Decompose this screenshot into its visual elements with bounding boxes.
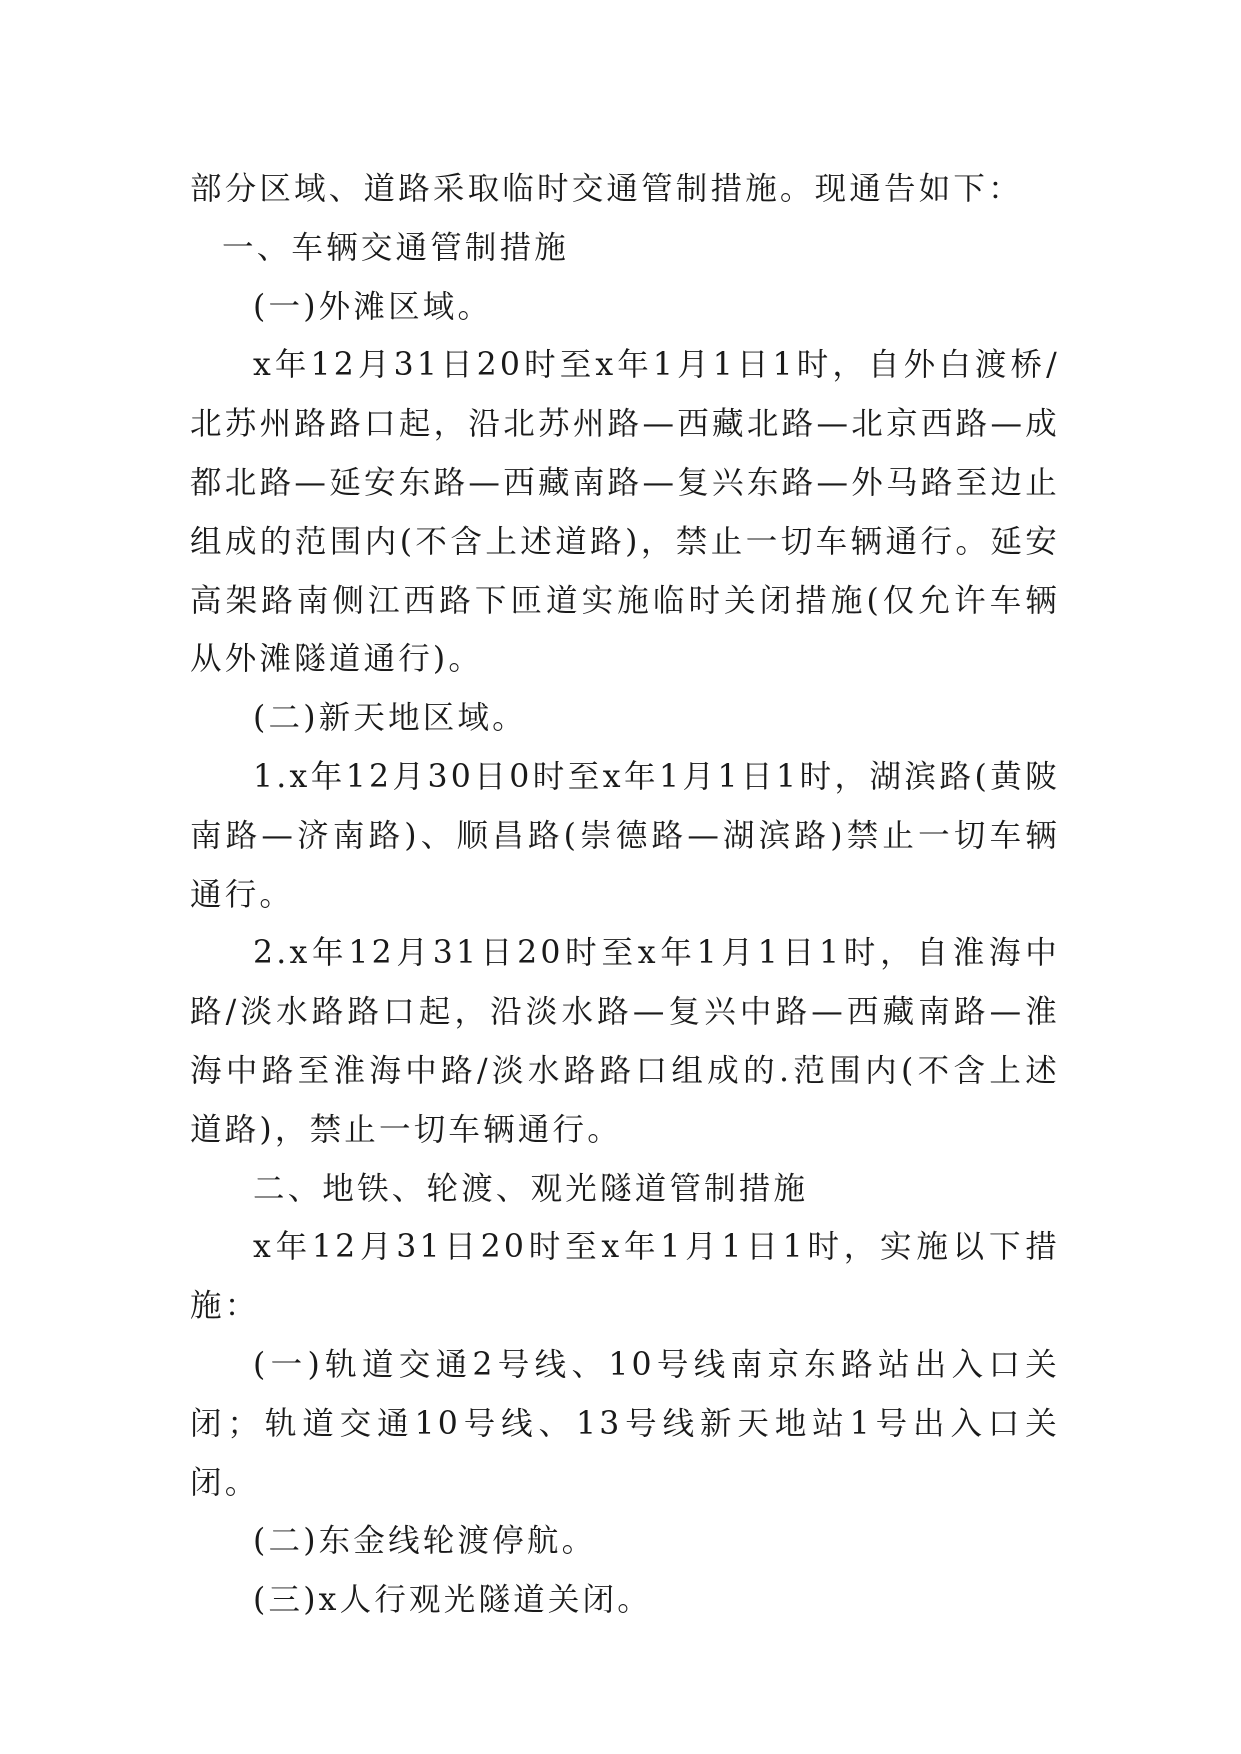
document-body <box>190 160 1060 1630</box>
paragraph-xintiandi-item-2: 2.x年12月31日20时至x年1月1日1时，自淮海中路/淡水路路口起，沿淡水路—复兴中路—西藏南路—淮海中路至淮海中路/淡水路路口组成的.范围内(不含上述道路)，禁止一切车辆通行。 <box>190 935 1060 1148</box>
heading-metro-ferry-tunnel: 二、地铁、轮渡、观光隧道管制措施 <box>253 1170 809 1207</box>
paragraph-xintiandi-item-1: 1.x年12月30日0时至x年1月1日1时，湖滨路(黄陂南路—济南路)、顺昌路(崇德路—湖滨路)禁止一切车辆通行。 <box>190 758 1060 913</box>
heading-vehicle-control: 一、车辆交通管制措施 <box>222 229 570 266</box>
paragraph-metro-stations: (一)轨道交通2号线、10号线南京东路站出入口关闭；轨道交通10号线、13号线新天地站1号出入口关闭。 <box>190 1346 1060 1501</box>
paragraph-bund-measures: x年12月31日20时至x年1月1日1时，自外白渡桥/北苏州路路口起，沿北苏州路—西藏北路—北京西路—成都北路—延安东路—西藏南路—复兴东路—外马路至边止组成的范围内(不含上述道路)，禁止一切车辆通行。延安高架路南侧江西路下匝道实施临时关闭措施(仅允许车辆从外滩隧道通行)。 <box>190 347 1060 678</box>
paragraph-metro-time: x年12月31日20时至x年1月1日1时，实施以下措施： <box>190 1229 1060 1325</box>
subheading-bund-area: (一)外滩区域。 <box>253 288 493 325</box>
paragraph-intro: 部分区域、道路采取临时交通管制措施。现通告如下： <box>190 171 1023 207</box>
paragraph-tunnel: (三)x人行观光隧道关闭。 <box>253 1582 652 1619</box>
paragraph-ferry: (二)东金线轮渡停航。 <box>253 1523 597 1560</box>
subheading-xintiandi-area: (二)新天地区域。 <box>253 700 527 737</box>
